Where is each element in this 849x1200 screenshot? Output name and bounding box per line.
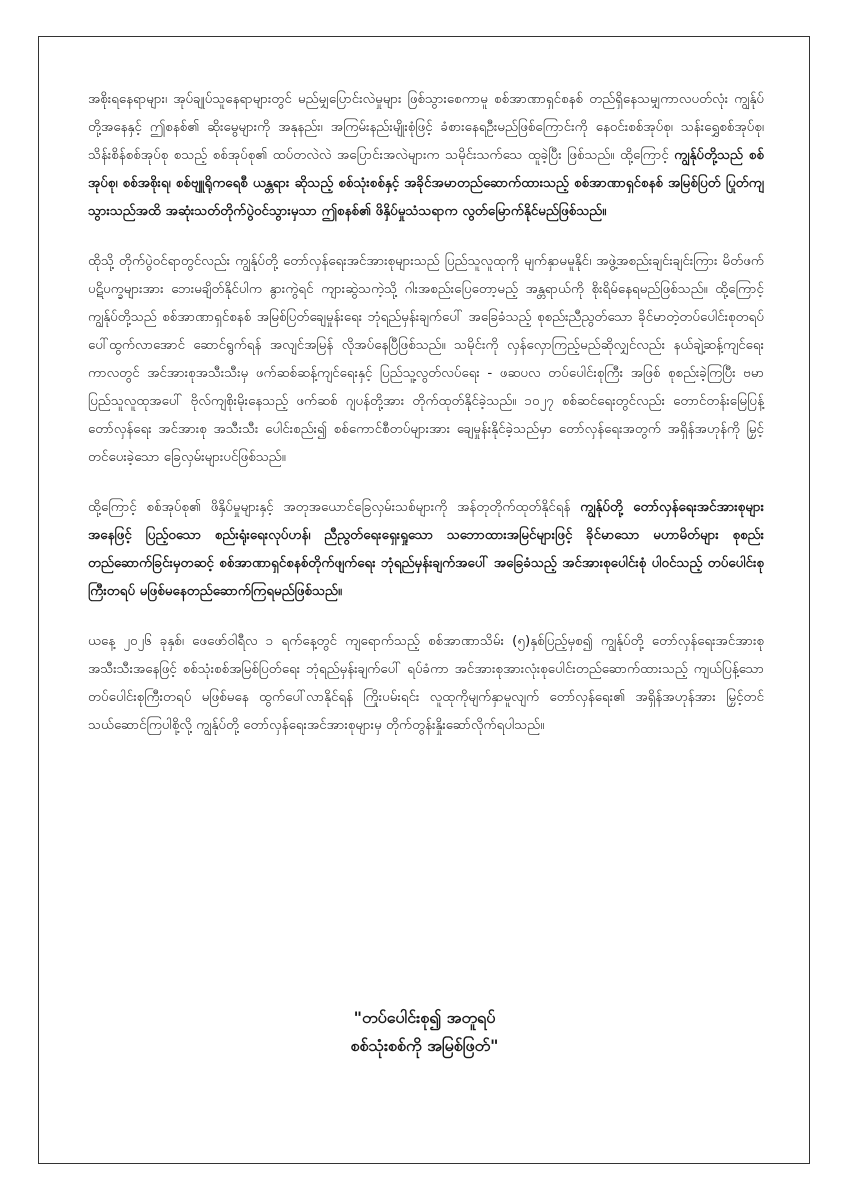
paragraph-1-bold-text: ကျွန်ုပ်တို့သည် စစ်အုပ်စု၊ စစ်အစိုးရ၊ စစ်ဗျူရိုကရေစီ ယန္တရား ဆိုသည့် စစ်သုံးစစ်နှင့် အခိုင်အမာတည်ဆောက်ထားသည့် စစ်အာဏာရှင်စနစ် အမြစ်ပြတ် ပြုတ်ကျသွားသည်အထိ အဆုံးသတ်တိုက်ပွဲဝင်သွားမှသာ ဤစနစ်၏ ဖိနှိပ်မှုသံသရာက လွတ်မြောက်နိုင်မည်ဖြစ်သည်။ xyxy=(88,148,764,219)
statement-body xyxy=(88,86,764,762)
paragraph-1-text: အစိုးရနေရာများ၊ အုပ်ချုပ်သူနေရာများတွင် မည်မျှပြောင်းလဲမှုများ ဖြစ်သွားစေကာမူ စစ်အာဏာရှင်စနစ် တည်ရှိနေသမျှကာလပတ်လုံး ကျွန်ုပ်တို့အနေနှင့် ဤစနစ်၏ ဆိုးမွေများကို အနုနည်း၊ အကြမ်းနည်းမျိုးစုံဖြင့် ခံစားနေရဦးမည်ဖြစ်ကြောင်းကို နေဝင်းစစ်အုပ်စု၊ သန်းရွှေစစ်အုပ်စု၊ သိန်းစိန်စစ်အုပ်စု စသည့် စစ်အုပ်စု၏ ထပ်တလဲလဲ အပြောင်းအလဲများက သမိုင်းသက်သေ ထူခဲ့ပြီး ဖြစ်သည်။ ထို့ကြောင့် xyxy=(88,92,764,163)
slogan-line-2: စစ်သုံးစစ်ကို အမြစ်ဖြတ်" xyxy=(350,1036,499,1055)
paragraph-1 xyxy=(88,86,764,226)
paragraph-3-text: ထို့ကြောင့် စစ်အုပ်စု၏ ဖိနှိပ်မှုများနှင့် အတုအယောင်ခြေလှမ်းသစ်များကို အန်တုတိုက်ထုတ်နိုင်ရန် xyxy=(88,500,581,515)
slogan-line-1: "တပ်ပေါင်းစု၍ အတူရပ် xyxy=(353,1008,496,1027)
paragraph-3 xyxy=(88,494,764,606)
paragraph-2 xyxy=(88,248,764,472)
paragraph-2-text: ထိုသို့ တိုက်ပွဲဝင်ရာတွင်လည်း ကျွန်ုပ်တို့ တော်လှန်ရေးအင်အားစုများသည် ပြည်သူလူထုကို မျက်နှာမမူနိုင်၊ အဖွဲ့အစည်းချင်းချင်းကြား မိတ်ဖက်ပဋိပက္ခများအား ဘေးမချိတ်နိုင်ပါက နွားကွဲရင် ကျားဆွဲသကဲ့သို့ ဂါးအစည်းပြေတော့မည့် အန္တရာယ်ကို စိုးရိမ်နေရမည်ဖြစ်သည်။ ထို့ကြောင့် ကျွန်ုပ်တို့သည် စစ်အာဏာရှင်စနစ် အမြစ်ပြတ်ချေမှုန်းရေး ဘုံရည်မှန်းချက်ပေါ် အခြေခံသည့် စုစည်းညီညွတ်သော ခိုင်မာတဲ့တပ်ပေါင်းစုတရပ်ပေါ်ထွက်လာအောင် ဆောင်ရွက်ရန် အလျင်အမြန် လိုအပ်နေပြီဖြစ်သည်။ သမိုင်းကို လှန်လှောကြည့်မည်ဆိုလျှင်လည်း နယ်ချဲ့ဆန့်ကျင်ရေးကာလတွင် အင်အားစုအသီးသီးမှ ဖက်ဆစ်ဆန့်ကျင်ရေးနှင့် ပြည်သူ့လွတ်လပ်ရေး - ဖဆပလ တပ်ပေါင်းစုကြီး အဖြစ် စုစည်းခဲ့ကြပြီး ဗမာပြည်သူလူထုအပေါ် ဗိုလ်ကျစိုးမိုးနေသည့် ဖက်ဆစ် ဂျပန်တို့အား တိုက်ထုတ်နိုင်ခဲ့သည်။ ၁၀၂၇ စစ်ဆင်ရေးတွင်လည်း တောင်တန်းမြေပြန့် တော်လှန်ရေး အင်အားစု အသီးသီး ပေါင်းစည်း၍ စစ်ကောင်စီတပ်များအား ချေမှုန်းနိုင်ခဲ့သည်မှာ တော်လှန်ရေးအတွက် အရှိန်အဟုန်ကို မြှင့်တင်ပေးခဲ့သော ခြေလှမ်းများပင်ဖြစ်သည်။ xyxy=(88,254,764,465)
paragraph-3-bold-text: ကျွန်ုပ်တို့ တော်လှန်ရေးအင်အားစုများအနေဖြင့် ပြည့်ဝသော စည်းရုံးရေးလုပ်ဟန်၊ ညီညွတ်ရေးရှေးရှုသော သဘောထားအမြင်များဖြင့် ခိုင်မာသော မဟာမိတ်များ စုစည်းတည်ဆောက်ခြင်းမှတဆင့် စစ်အာဏာရှင်စနစ်တိုက်ဖျက်ရေး ဘုံရည်မှန်းချက်အပေါ် အခြေခံသည့် အင်အားစုပေါင်းစုံ ပါဝင်သည့် တပ်ပေါင်းစုကြီးတရပ် မဖြစ်မနေတည်ဆောက်ကြရမည်ဖြစ်သည်။ xyxy=(88,500,764,599)
closing-slogan xyxy=(0,1004,849,1060)
paragraph-4 xyxy=(88,628,764,740)
paragraph-4-text: ယနေ့ ၂၀၂၆ ခုနှစ်၊ ဖေဖော်ဝါရီလ ၁ ရက်နေ့တွင် ကျရောက်သည့် စစ်အာဏာသိမ်း (၅)နှစ်ပြည့်မှစ၍ ကျွန်ုပ်တို့ တော်လှန်ရေးအင်အားစုအသီးသီးအနေဖြင့် စစ်သုံးစစ်အမြစ်ပြတ်ရေး ဘုံရည်မှန်းချက်ပေါ် ရပ်ခံကာ အင်အားစုအားလုံးစုပေါင်းတည်ဆောက်ထားသည့် ကျယ်ပြန့်သော တပ်ပေါင်းစုကြီးတရပ် မဖြစ်မနေ ထွက်ပေါ်လာနိုင်ရန် ကြိုးပမ်းရင်း လူထုကိုမျက်နှာမူလျက် တော်လှန်ရေး၏ အရှိန်အဟုန်အား မြှင့်တင်သယ်ဆောင်ကြပါစို့လို့ ကျွန်ုပ်တို့ တော်လှန်ရေးအင်အားစုများမှ တိုက်တွန်းနှိုးဆော်လိုက်ရပါသည်။ xyxy=(88,634,764,733)
